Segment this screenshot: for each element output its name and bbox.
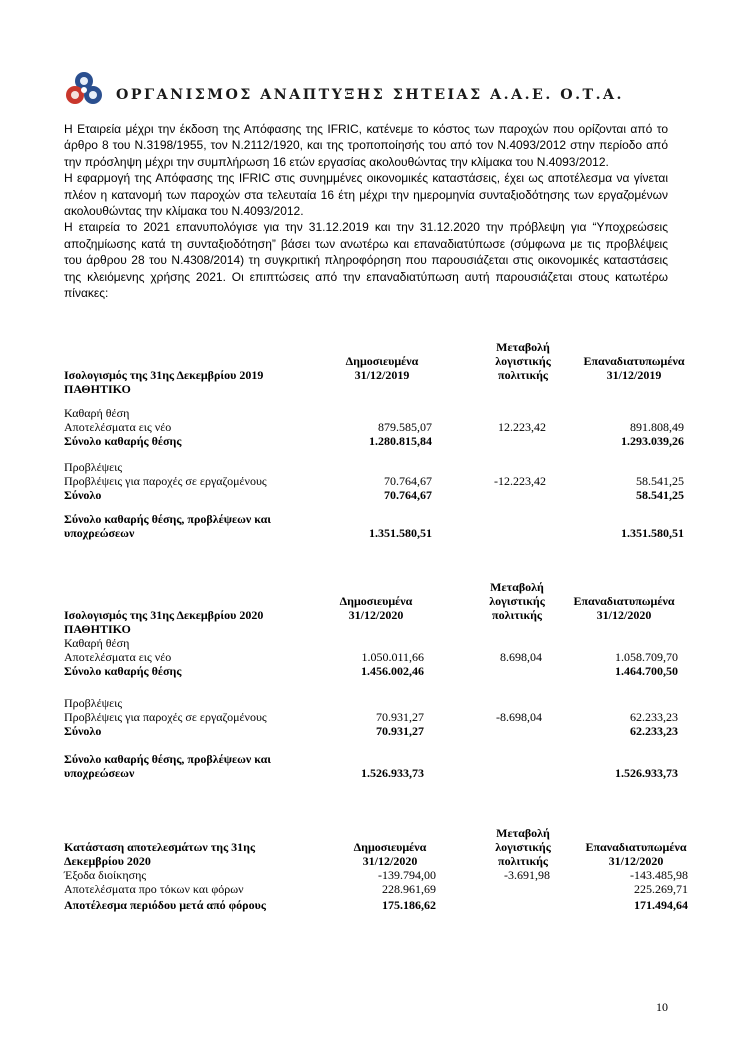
balance-sheet-2020-table [64,580,684,780]
table-row: υποχρεώσεων 1.351.580,51 1.351.580,51 [64,526,684,540]
table-row: Αποτέλεσμα περιόδου μετά από φόρους 175.186,62 171.494,64 [64,898,688,912]
table-title: Ισολογισμός της 31ης Δεκεμβρίου 2019 ΠΑΘΗΤΙΚΟ [64,368,264,396]
table-row: Καθαρή θέση [64,406,130,420]
table-title: Κατάσταση αποτελεσμάτων της 31ης Δεκεμβρίου 2020 [64,840,256,868]
table-header [64,824,687,868]
table-title: Ισολογισμός της 31ης Δεκεμβρίου 2020 ΠΑΘΗΤΙΚΟ [64,608,264,636]
table-row: Προβλέψεις για παροχές σε εργαζομένους 70.764,67 -12.223,42 58.541,25 [64,474,684,488]
page-header [64,68,664,110]
intro-text [64,121,668,301]
table-header [64,580,684,636]
column-header-restated: Επαναδιατυπωμένα 31/12/2020 [573,594,675,622]
page-number: 10 [656,1000,668,1014]
table-row: Σύνολο καθαρής θέσης 1.456.002,46 1.464.700,50 [64,664,678,678]
intro-paragraph: Η εφαρμογή της Απόφασης της IFRIC στις συνημμένες οικονομικές καταστάσεις, έχει ως αποτέλεσμα να γίνεται πλέον η κατανομή των παροχών στα τελευταία 16 έτη μέχρι την ημερομηνία συνταξιοδότησης των εργαζομένων ακολουθώντας την κλίμακα του Ν.4093/2012. [64,171,668,219]
table-row: Προβλέψεις [64,696,123,710]
income-statement-2020-table [64,824,688,914]
column-header-published: Δημοσιευμένα 31/12/2020 [353,840,427,868]
organization-logo-icon [64,68,104,108]
table-row: Σύνολο 70.764,67 58.541,25 [64,488,684,502]
table-row: Προβλέψεις για παροχές σε εργαζομένους 70.931,27 -8.698,04 62.233,23 [64,710,678,724]
column-header-published: Δημοσιευμένα 31/12/2020 [339,594,413,622]
column-header-restated: Επαναδιατυπωμένα 31/12/2020 [585,840,687,868]
table-header [64,340,684,396]
table-row: Καθαρή θέση [64,636,130,650]
column-header-policy-change: Μεταβολή λογιστικής πολιτικής [495,826,551,868]
intro-paragraph: Η εταιρεία το 2021 επανυπολόγισε για την 31.12.2019 και την 31.12.2020 την πρόβλεψη για “Υποχρεώσεις αποζημίωσης κατά τη συνταξιοδότηση” βάσει των ανωτέρω και επαναδιατύπωσε (σύμφωνα με τις προβλέψεις του άρθρου 28 του Ν.4308/2014) τη συγκριτική πληροφόρηση που παρουσιάζεται στις οικονομικές καταστάσεις της κλειόμενης χρήσης 2021. Οι επιπτώσεις από την επαναδιατύπωση αυτή παρουσιάζεται στους κατωτέρω πίνακες: [64,220,668,301]
table-row: Αποτελέσματα προ τόκων και φόρων 228.961,69 225.269,71 [64,882,688,896]
table-row: Προβλέψεις [64,460,123,474]
column-header-published: Δημοσιευμένα 31/12/2019 [345,354,419,382]
organization-name: ΟΡΓΑΝΙΣΜΟΣ ΑΝΑΠΤΥΞΗΣ ΣΗΤΕΙΑΣ Α.Α.Ε. Ο.Τ.Α. [116,87,624,103]
table-row: Αποτελέσματα εις νέο 879.585,07 12.223,42 891.808,49 [64,420,684,434]
table-row: Έξοδα διοίκησης -139.794,00 -3.691,98 -143.485,98 [64,868,688,882]
table-row: Αποτελέσματα εις νέο 1.050.011,66 8.698,04 1.058.709,70 [64,650,678,664]
table-row: Σύνολο καθαρής θέσης, προβλέψεων και [64,752,271,766]
balance-sheet-2019-table [64,340,684,540]
table-row: Σύνολο καθαρής θέσης, προβλέψεων και [64,512,271,526]
table-row: υποχρεώσεων 1.526.933,73 1.526.933,73 [64,766,678,780]
column-header-policy-change: Μεταβολή λογιστικής πολιτικής [495,340,551,382]
table-row: Σύνολο καθαρής θέσης 1.280.815,84 1.293.039,26 [64,434,684,448]
column-header-policy-change: Μεταβολή λογιστικής πολιτικής [489,580,545,622]
column-header-restated: Επαναδιατυπωμένα 31/12/2019 [583,354,685,382]
intro-paragraph: Η Εταιρεία μέχρι την έκδοση της Απόφασης της IFRIC, κατένεμε το κόστος των παροχών που ορίζονται από το άρθρο 8 του Ν.3198/1955, τον Ν.2112/1920, και της τροποποίησής του από τον Ν.4093/2012 στην περίοδο από την πρόσληψη μέχρι την συμπλήρωση 16 ετών εργασίας ακολουθώντας την κλίμακα του Ν.4093/2012. [64,122,668,169]
table-row: Σύνολο 70.931,27 62.233,23 [64,724,678,738]
